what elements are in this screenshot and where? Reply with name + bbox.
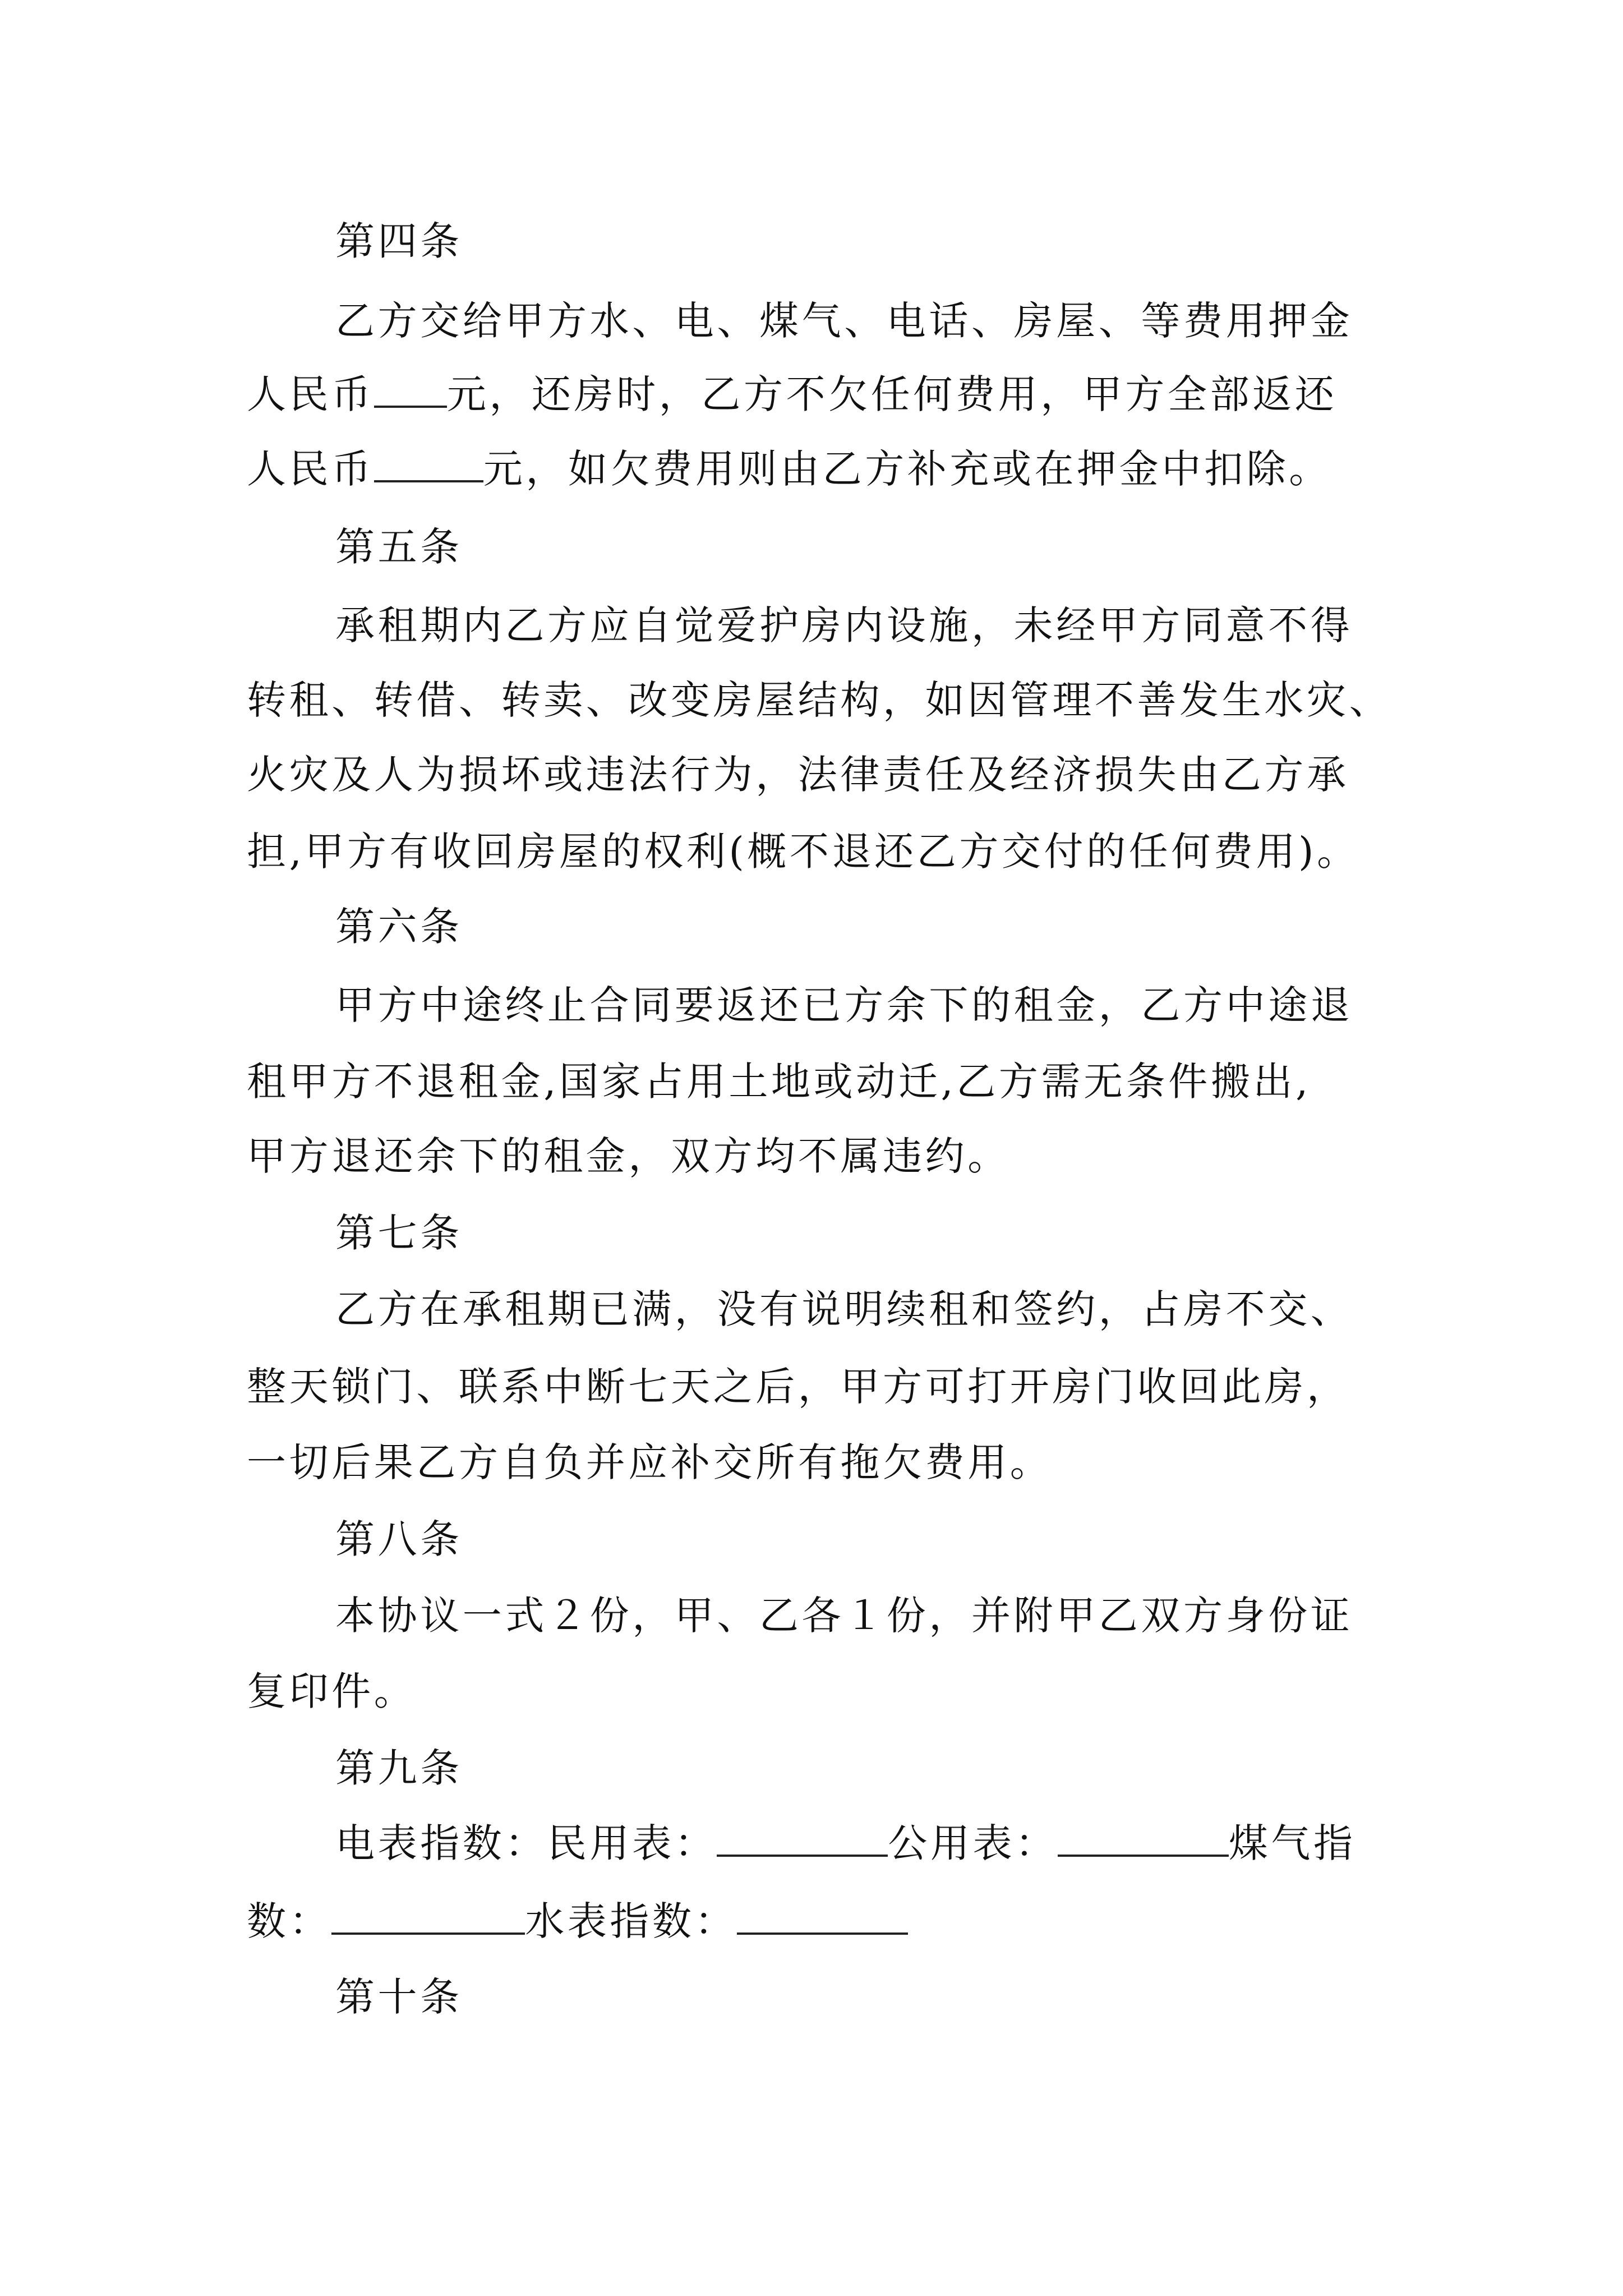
paragraph-text: 租甲方不退租金,国家占用土地或动迁,乙方需无条件搬出, xyxy=(247,1059,1311,1105)
paragraph-text: 人民币 xyxy=(247,446,374,492)
article-9-heading xyxy=(0,1729,1623,1807)
article-7-line-1 xyxy=(0,1270,1623,1349)
paragraph-text: 元，如欠费用则由乙方补充或在押金中扣除。 xyxy=(483,446,1331,492)
paragraph-text: 转租、转借、转卖、改变房屋结构，如因管理不善发生水灾、 xyxy=(247,677,1392,723)
article-6-heading xyxy=(0,887,1623,966)
deposit-amount-blank xyxy=(374,366,447,408)
article-7-line-3 xyxy=(0,1423,1623,1502)
article-6-line-1 xyxy=(0,966,1623,1045)
paragraph-text: 一切后果乙方自负并应补交所有拖欠费用。 xyxy=(247,1439,1053,1485)
article-6-line-3 xyxy=(0,1117,1623,1195)
paragraph-text: 火灾及人为损坏或违法行为，法律责任及经济损失由乙方承 xyxy=(247,752,1349,798)
paragraph-text: 整天锁门、联系中断七天之后，甲方可打开房门收回此房， xyxy=(247,1364,1349,1410)
article-9-line-2 xyxy=(0,1882,1623,1961)
heading-text: 第四条 xyxy=(335,218,463,264)
article-7-heading xyxy=(0,1194,1623,1272)
article-9-line-1 xyxy=(0,1804,1623,1883)
article-7-line-2 xyxy=(0,1347,1623,1426)
article-4-line-3 xyxy=(0,430,1623,508)
article-4-heading xyxy=(0,202,1623,280)
article-4-line-1 xyxy=(0,282,1623,360)
field-label: 公用表： xyxy=(888,1820,1058,1866)
heading-text: 第十条 xyxy=(335,1974,463,2020)
article-10-heading xyxy=(0,1958,1623,2036)
gas-meter-reading-blank xyxy=(331,1893,525,1935)
paragraph-text: 人民币 xyxy=(247,371,374,417)
article-8-line-2 xyxy=(0,1652,1623,1731)
article-5-line-3 xyxy=(0,735,1623,814)
article-6-line-2 xyxy=(0,1042,1623,1121)
refund-amount-blank xyxy=(374,441,483,482)
residential-meter-reading-blank xyxy=(717,1815,888,1857)
paragraph-text: 担,甲方有收回房屋的权利(概不退还乙方交付的任何费用)。 xyxy=(247,829,1359,875)
heading-text: 第八条 xyxy=(335,1516,463,1562)
paragraph-text: 乙方在承租期已满，没有说明续租和签约，占房不交、 xyxy=(335,1286,1353,1332)
field-label: 水表指数： xyxy=(525,1898,737,1944)
public-meter-reading-blank xyxy=(1058,1815,1229,1857)
field-label: 煤气指 xyxy=(1228,1820,1356,1866)
water-meter-reading-blank xyxy=(737,1893,908,1935)
article-5-line-4 xyxy=(0,812,1623,891)
heading-text: 第九条 xyxy=(335,1745,463,1791)
paragraph-text: 乙方交给甲方水、电、煤气、电话、房屋、等费用押金 xyxy=(335,298,1353,344)
paragraph-text: 承租期内乙方应自觉爱护房内设施，未经甲方同意不得 xyxy=(335,602,1353,648)
paragraph-text: 本协议一式２份，甲、乙各１份，并附甲乙双方身份证 xyxy=(335,1593,1353,1639)
heading-text: 第六条 xyxy=(335,904,463,950)
paragraph-text: 复印件。 xyxy=(247,1668,417,1714)
article-8-line-1 xyxy=(0,1576,1623,1655)
heading-text: 第七条 xyxy=(335,1210,463,1256)
article-8-heading xyxy=(0,1500,1623,1579)
paragraph-text: 甲方中途终止合同要返还已方余下的租金，乙方中途退 xyxy=(335,982,1353,1028)
field-label: 数： xyxy=(247,1898,332,1944)
heading-text: 第五条 xyxy=(335,524,463,570)
paragraph-text: 甲方退还余下的租金，双方均不属违约。 xyxy=(247,1133,1010,1179)
article-5-heading xyxy=(0,508,1623,586)
field-label: 电表指数：民用表： xyxy=(335,1820,717,1866)
article-4-line-2 xyxy=(0,355,1623,434)
article-5-line-2 xyxy=(0,661,1623,739)
paragraph-text: 元，还房时，乙方不欠任何费用，甲方全部返还 xyxy=(446,371,1338,417)
article-5-line-1 xyxy=(0,586,1623,665)
